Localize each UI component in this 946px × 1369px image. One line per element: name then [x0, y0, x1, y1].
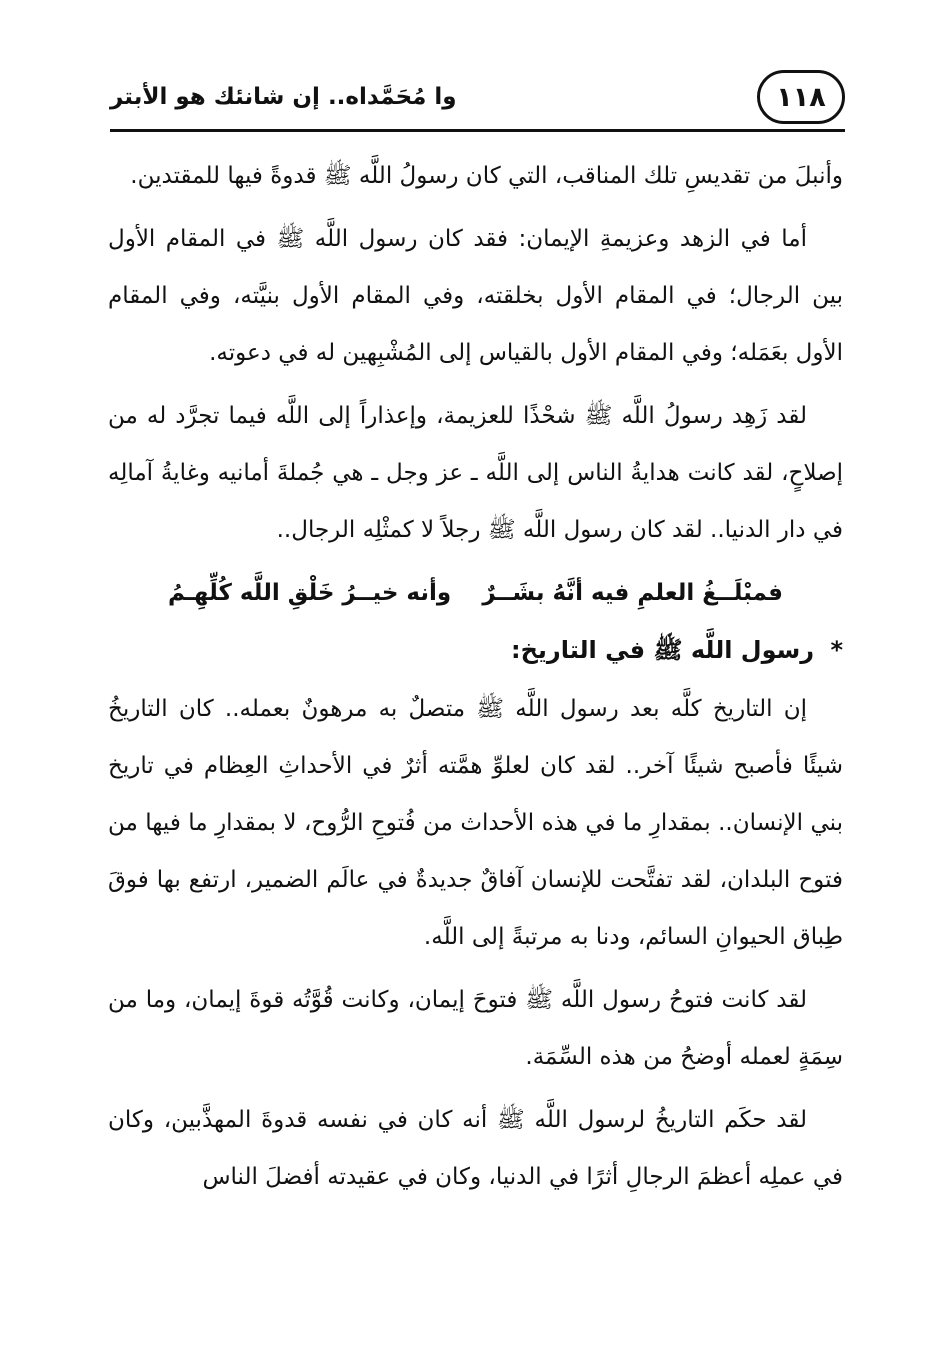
star-marker: * — [830, 636, 843, 664]
paragraph: أما في الزهد وعزيمةِ الإيمان: فقد كان رسول اللَّه ﷺ في المقام الأول بين الرجال؛ في المقام الأول بخلقته، وفي المقام الأول بنيَّته، وفي المقام الأول بعَمَله؛ وفي المقام الأول بالقياس إلى المُشْبِهين له في دعوته. — [108, 226, 843, 366]
paragraph: لقد كانت فتوحُ رسول اللَّه ﷺ فتوحَ إيمان، وكانت قُوَّتُه قوةَ إيمان، وما من سِمَةٍ لعمله أوضحُ من هذه السِّمَة. — [108, 987, 843, 1070]
running-title: وا مُحَمَّداه.. إن شانئك هو الأبتر — [110, 84, 457, 110]
section-heading — [108, 623, 843, 677]
page-header — [110, 66, 845, 132]
poem-hemistich-right: فمبْلَــغُ العلمِ فيه أنَّهُ بشَــرٌ — [482, 580, 783, 606]
poem-verse — [108, 565, 843, 621]
paragraph: لقد حكَم التاريخُ لرسول اللَّه ﷺ أنه كان في نفسه قدوةَ المهذَّبين، وكان في عملِه أعظمَ الرجالِ أثرًا في الدنيا، وكان في عقيدته أفضلَ الناس — [108, 1107, 843, 1190]
poem-hemistich-left: وأنه خيــرُ خَلْقِ اللَّه كُلِّهِـمُ — [168, 580, 452, 606]
page-number: ١١٨ — [776, 81, 826, 113]
header-rule — [110, 129, 845, 132]
section-heading-text: رسول اللَّه ﷺ في التاريخ: — [511, 636, 815, 664]
paragraph: وأنبلَ من تقديسِ تلك المناقب، التي كان رسولُ اللَّه ﷺ قدوةً فيها للمقتدين. — [130, 163, 843, 189]
page-body — [108, 148, 843, 1212]
paragraph: إن التاريخ كلَّه بعد رسول اللَّه ﷺ متصلٌ به مرهونٌ بعمله.. كان التاريخُ شيئًا فأصبح شيئًا آخر.. لقد كان لعلوِّ همَّته أثرٌ في الأحداثِ العِظام في تاريخ بني الإنسان.. بمقدارِ ما في هذه الأحداث من فُتوحِ الرُّوح، لا بمقدارِ ما فيها من فتوح البلدان، لقد تفتَّحت للإنسان آفاقٌ جديدةٌ في عالَم الضمير، ارتفع بها فوقَ طِباق الحيوانِ السائم، ودنا به مرتبةً إلى اللَّه. — [108, 696, 843, 950]
page-number-badge — [757, 70, 845, 124]
paragraph: لقد زَهِد رسولُ اللَّه ﷺ شحْذًا للعزيمة، وإعذاراً إلى اللَّه فيما تجرَّد له من إصلاحٍ، لقد كانت هدايةُ الناس إلى اللَّه ـ عز وجل ـ هي جُملةَ أمانيه وغايةُ آمالِه في دار الدنيا.. لقد كان رسول اللَّه ﷺ رجلاً لا كمثْلِه الرجال.. — [108, 403, 843, 543]
